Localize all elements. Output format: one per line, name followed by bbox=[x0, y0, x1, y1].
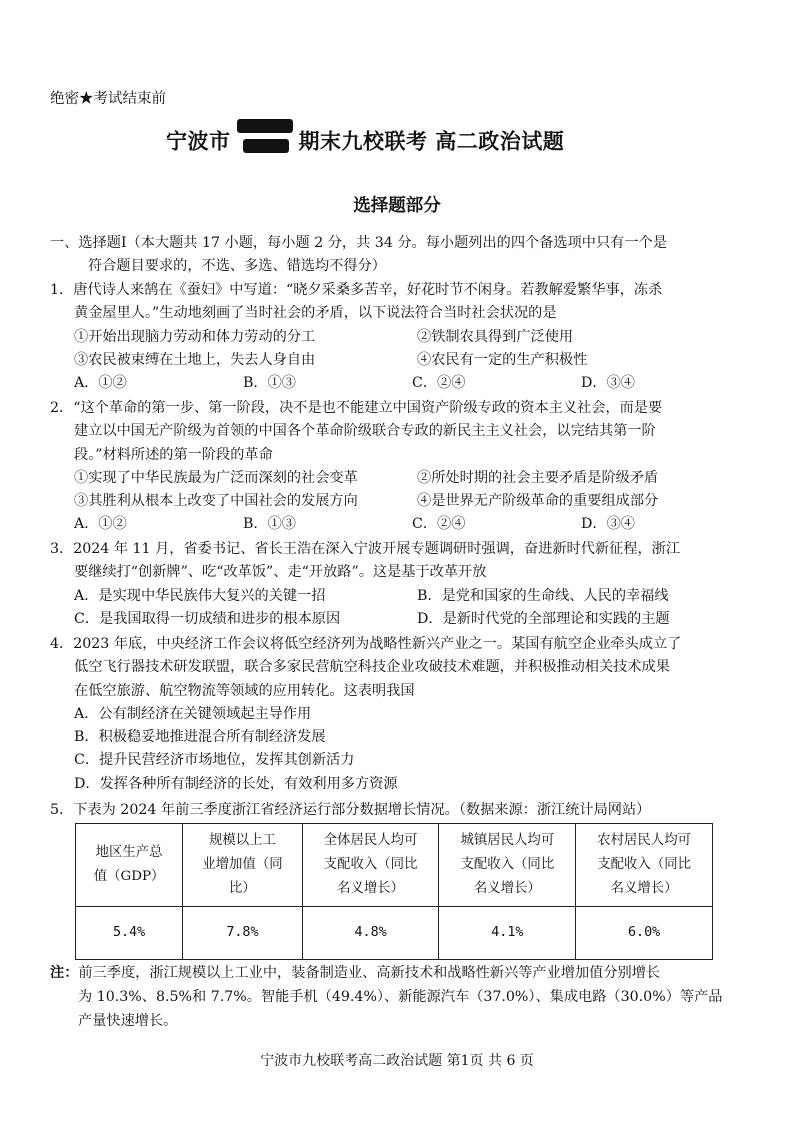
note-line: 前三季度，浙江规模以上工业中，装备制造业、高新技术和战略性新兴等产业增加值分别增长 bbox=[78, 965, 661, 981]
header-line: 名义增长） bbox=[473, 881, 541, 896]
choice: B．是党和国家的生命线、人民的幸福线 bbox=[417, 587, 669, 604]
table-cell: 7.8% bbox=[183, 907, 303, 960]
question-4 bbox=[50, 633, 750, 796]
question-stem-line: 2．“这个革命的第一步、第一阶段，决不是也不能建立中国资产阶级专政的资本主义社会，而是要 bbox=[50, 400, 663, 416]
choice: A．是实现中华民族伟大复兴的关键一招 bbox=[74, 587, 326, 604]
table-header-cell bbox=[576, 824, 713, 907]
title-suffix: 期末九校联考 高二政治试题 bbox=[298, 128, 565, 154]
question-stem-line: 段。”材料所述的第一阶段的革命 bbox=[74, 446, 273, 463]
header-line: 支配收入（同比 bbox=[597, 857, 691, 872]
choice: C．提升民营经济市场地位，发挥其创新活力 bbox=[74, 752, 355, 769]
statement: ③其胜利从根本上改变了中国社会的发展方向 bbox=[74, 493, 358, 510]
question-5 bbox=[50, 799, 750, 822]
note-label: 注： bbox=[50, 965, 79, 981]
header-line: 比） bbox=[229, 881, 256, 896]
statement: ②所处时期的社会主要矛盾是阶级矛盾 bbox=[417, 469, 659, 486]
note-line: 为 10.3%、8.5%和 7.7%。智能手机（49.4%）、新能源汽车（37.0%）、集成电路（30.0%）等产品 bbox=[78, 989, 723, 1005]
question-stem-line: 黄金屋里人。”生动地刻画了当时社会的矛盾，以下说法符合当时社会状况的是 bbox=[74, 305, 557, 322]
header-line: 城镇居民人均可 bbox=[460, 833, 555, 848]
section-title: 选择题部分 bbox=[353, 196, 441, 216]
instructions bbox=[50, 232, 750, 279]
question-stem-line: 3．2024 年 11 月，省委书记、省长王浩在深入宁波开展专题调研时强调，奋进新时代新征程，浙江 bbox=[50, 541, 681, 557]
economic-data-table bbox=[75, 823, 713, 960]
statement: ①实现了中华民族最为广泛而深刻的社会变革 bbox=[74, 469, 358, 486]
table-cell: 4.8% bbox=[302, 907, 439, 960]
choice: D．是新时代党的全部理论和实践的主题 bbox=[417, 610, 670, 627]
header-line: 值（GDP） bbox=[93, 869, 165, 884]
statement: ②铁制农具得到广泛使用 bbox=[417, 328, 574, 345]
choice: B．①③ bbox=[243, 375, 296, 392]
table-header-cell bbox=[439, 824, 576, 907]
header-line: 支配收入（同比 bbox=[460, 857, 555, 872]
redacted-year-mark bbox=[233, 115, 297, 159]
header-line: 名义增长） bbox=[610, 881, 678, 896]
instructions-line: 一、选择题Ⅰ（本大题共 17 小题，每小题 2 分，共 34 分。每小题列出的四个备选项中只有一个是 bbox=[50, 235, 667, 251]
question-stem-line: 建立以中国无产阶级为首领的中国各个革命阶级联合专政的新民主主义社会，以完结其第一阶 bbox=[74, 423, 656, 440]
choice: B．积极稳妥地推进混合所有制经济发展 bbox=[74, 729, 326, 746]
table-cell: 6.0% bbox=[576, 907, 713, 960]
page-footer: 宁波市九校联考高二政治试题 第1页 共 6 页 bbox=[260, 1053, 534, 1069]
question-2 bbox=[50, 397, 750, 537]
question-3 bbox=[50, 538, 750, 631]
header-line: 地区生产总 bbox=[95, 845, 163, 860]
choice: D．③④ bbox=[581, 516, 635, 533]
choice: C．②④ bbox=[412, 516, 466, 533]
question-stem-line: 低空飞行器技术研发联盟，联合多家民营航空科技企业攻破技术难题，并积极推动相关技术成果 bbox=[74, 659, 670, 676]
question-stem-line: 要继续打“创新牌”、吃“改革饭”、走“开放路”。这是基于改革开放 bbox=[74, 564, 487, 581]
statement: ③农民被束缚在土地上，失去人身自由 bbox=[74, 351, 316, 368]
header-line: 名义增长） bbox=[337, 881, 405, 896]
choice: A．①② bbox=[74, 516, 127, 533]
statement: ①开始出现脑力劳动和体力劳动的分工 bbox=[74, 328, 316, 345]
table-header-cell bbox=[183, 824, 303, 907]
choice: D．发挥各种所有制经济的长处，有效利用多方资源 bbox=[74, 775, 398, 792]
header-line: 规模以上工 bbox=[208, 833, 276, 848]
header-line: 支配收入（同比 bbox=[323, 857, 418, 872]
table-header-cell bbox=[76, 824, 183, 907]
instructions-line: 符合题目要求的，不选、多选、错选均不得分） bbox=[88, 258, 386, 275]
statement: ④农民有一定的生产积极性 bbox=[417, 351, 588, 368]
header-line: 业增加值（同 bbox=[202, 857, 283, 872]
question-stem-line: 4．2023 年底，中央经济工作会议将低空经济列为战略性新兴产业之一。某国有航空企业牵头成立了 bbox=[50, 636, 682, 652]
confidential-label: 绝密★考试结束前 bbox=[50, 91, 166, 107]
header-line: 全体居民人均可 bbox=[323, 833, 418, 848]
statement: ④是世界无产阶级革命的重要组成部分 bbox=[417, 493, 659, 510]
choice: B．①③ bbox=[243, 516, 296, 533]
table-row bbox=[76, 907, 713, 960]
title-prefix: 宁波市 bbox=[166, 128, 231, 154]
table-header-cell bbox=[302, 824, 439, 907]
exam-title bbox=[166, 127, 564, 159]
question-stem-line: 5．下表为 2024 年前三季度浙江省经济运行部分数据增长情况。（数据来源：浙江统计局网站） bbox=[50, 802, 651, 818]
table-cell: 5.4% bbox=[76, 907, 183, 960]
choice: C．②④ bbox=[412, 375, 466, 392]
table-note bbox=[50, 962, 750, 1034]
question-stem-line: 1．唐代诗人来鹄在《蚕妇》中写道：“晓夕采桑多苦辛，好花时节不闲身。若教解爱繁华事，冻杀 bbox=[50, 282, 663, 298]
table-header-row bbox=[76, 824, 713, 907]
question-1 bbox=[50, 279, 750, 395]
choice: C．是我国取得一切成绩和进步的根本原因 bbox=[74, 610, 341, 627]
choice: D．③④ bbox=[581, 375, 635, 392]
choice: A．①② bbox=[74, 375, 127, 392]
question-stem-line: 在低空旅游、航空物流等领域的应用转化。这表明我国 bbox=[74, 682, 415, 699]
note-line: 产量快速增长。 bbox=[78, 1013, 178, 1029]
header-line: 农村居民人均可 bbox=[597, 833, 691, 848]
choice: A．公有制经济在关键领域起主导作用 bbox=[74, 705, 312, 722]
table-cell: 4.1% bbox=[439, 907, 576, 960]
